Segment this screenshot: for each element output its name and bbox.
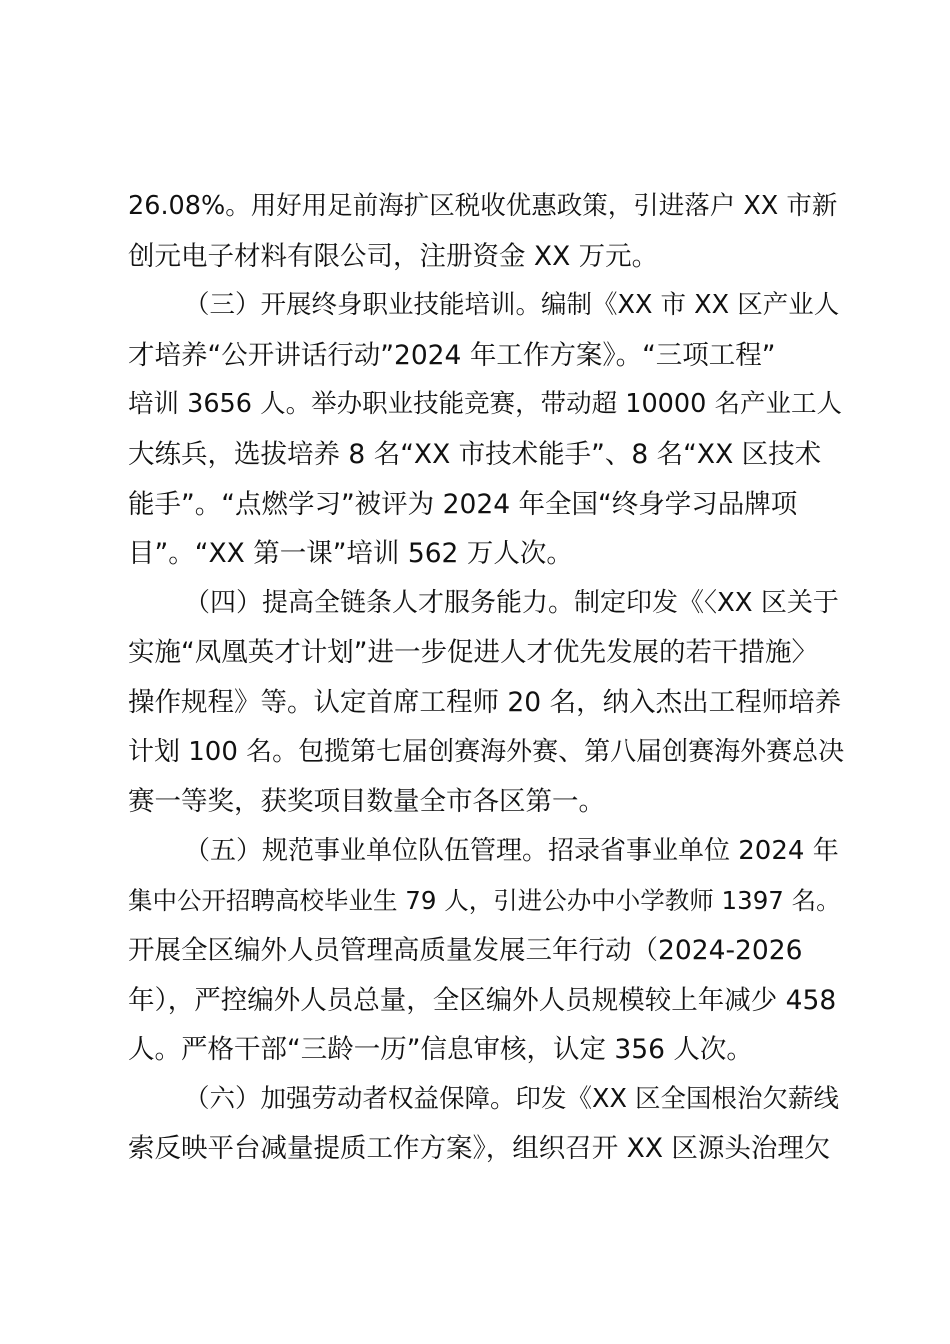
text-line-18: 人。严格干部“三龄一历”信息审核，认定 356 人次。 (128, 1034, 753, 1066)
text-line-15: 集中公开招聘高校毕业生 79 人，引进公办中小学教师 1397 名。 (128, 886, 841, 916)
text-line-17: 年），严控编外人员总量，全区编外人员规模较上年减少 458 (128, 984, 837, 1016)
text-line-4: 才培养“公开讲话行动”2024 年工作方案》。“三项工程” (128, 339, 776, 371)
text-line-20: 索反映平台减量提质工作方案》，组织召开 XX 区源头治理欠 (128, 1133, 831, 1165)
body-text (128, 182, 848, 1174)
text-line-12: 计划 100 名。包揽第七届创赛海外赛、第八届创赛海外赛总决 (128, 736, 845, 767)
text-line-1: 26.08%。用好用足前海扩区税收优惠政策，引进落户 XX 市新 (128, 191, 838, 221)
text-line-8: 目”。“XX 第一课”培训 562 万人次。 (128, 538, 573, 570)
text-line-16: 开展全区编外人员管理高质量发展三年行动（2024-2026 (128, 934, 803, 966)
text-line-2: 创元电子材料有限公司，注册资金 XX 万元。 (128, 240, 659, 272)
section-heading-six: （六）加强劳动者权益保障。印发《XX 区全国根治欠薪线 (184, 1083, 840, 1114)
text-line-7: 能手”。“点燃学习”被评为 2024 年全国“终身学习品牌项 (128, 488, 798, 520)
text-line-6: 大练兵，选拔培养 8 名“XX 市技术能手”、8 名“XX 区技术 (128, 438, 822, 470)
text-line-5: 培训 3656 人。举办职业技能竞赛，带动超 10000 名产业工人 (128, 389, 842, 420)
section-heading-four: （四）提高全链条人才服务能力。制定印发《〈XX 区关于 (184, 587, 839, 618)
section-heading-three: （三）开展终身职业技能培训。编制《XX 市 XX 区产业人 (184, 290, 840, 321)
section-heading-five: （五）规范事业单位队伍管理。招录省事业单位 2024 年 (184, 835, 839, 866)
text-line-11: 操作规程》等。认定首席工程师 20 名，纳入杰出工程师培养 (128, 686, 842, 718)
text-line-13: 赛一等奖，获奖项目数量全市各区第一。 (128, 786, 605, 818)
text-line-10: 实施“凤凰英才计划”进一步促进人才优先发展的若干措施〉 (128, 637, 818, 669)
